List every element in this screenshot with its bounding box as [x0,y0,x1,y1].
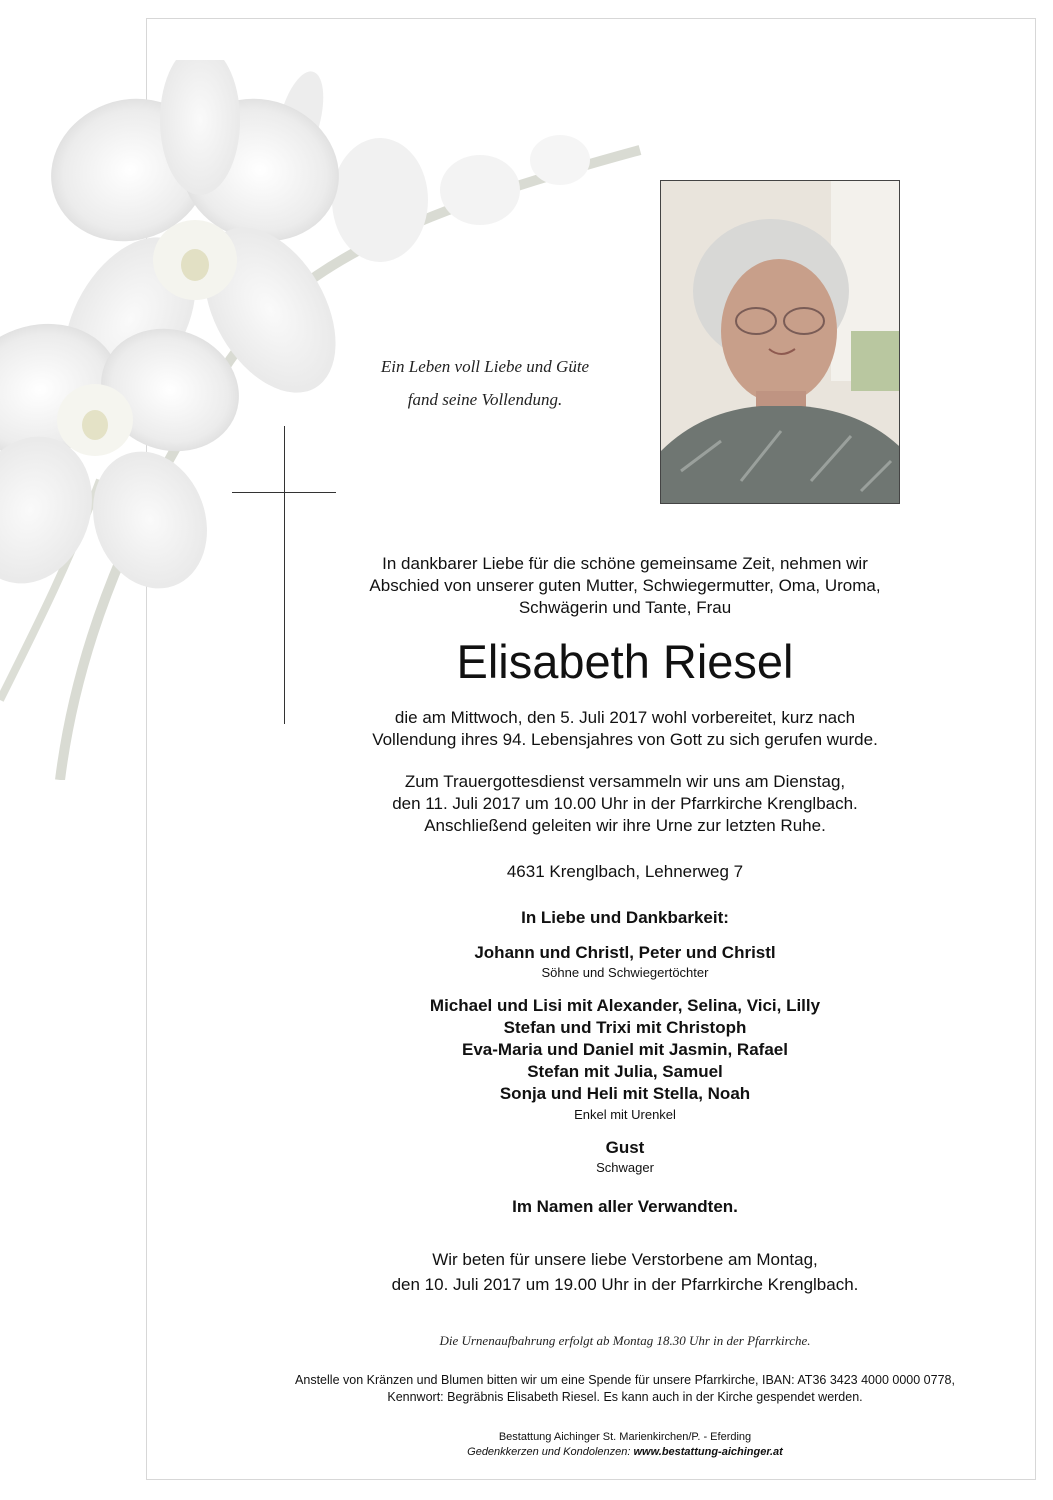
rosary-line: den 10. Juli 2017 um 19.00 Uhr in der Pfarrkirche Krenglbach. [391,1275,859,1294]
donation-line: Anstelle von Kränzen und Blumen bitten wir um eine Spende für unsere Pfarrkirche, IBAN: AT36 3423 4000 0000 0778, [295,1373,955,1387]
closing-line: Im Namen aller Verwandten. [512,1197,738,1216]
cross-bar [232,492,336,493]
intro-text [250,553,1000,619]
service-line: Anschließend geleiten wir ihre Urne zur letzten Ruhe. [424,816,826,835]
quote-line-2: fand seine Vollendung. [407,390,563,409]
death-line: die am Mittwoch, den 5. Juli 2017 wohl vorbereitet, kurz nach [394,708,856,727]
rosary-line: Wir beten für unsere liebe Verstorbene am Montag, [432,1250,818,1269]
portrait-photo [660,180,900,504]
grandchildren-relation: Enkel mit Urenkel [574,1107,676,1122]
grandchildren-line: Sonja und Heli mit Stella, Noah [499,1084,751,1103]
service-line: Zum Trauergottesdienst versammeln wir uns am Dienstag, [404,772,846,791]
funeral-service [250,771,1000,837]
urn-note: Die Urnenaufbahrung erfolgt ab Montag 18.30 Uhr in der Pfarrkirche. [439,1333,811,1348]
intro-line: Schwägerin und Tante, Frau [518,598,732,617]
address: 4631 Krenglbach, Lehnerweg 7 [506,862,744,881]
grandchildren-line: Michael und Lisi mit Alexander, Selina, Vici, Lilly [429,996,821,1015]
condolence-line [250,1445,1000,1460]
children-names: Johann und Christl, Peter und Christl [474,943,776,962]
donation-line: Kennwort: Begräbnis Elisabeth Riesel. Es kann auch in der Kirche gespendet werden. [387,1390,863,1404]
donation-note [230,1372,1020,1406]
brother-in-law-relation: Schwager [596,1160,654,1175]
rosary-notice [250,1247,1000,1297]
intro-line: In dankbarer Liebe für die schöne gemeinsame Zeit, nehmen wir [382,554,868,573]
memorial-quote [330,350,640,416]
grandchildren-line: Stefan mit Julia, Samuel [527,1062,723,1081]
mourners-heading: In Liebe und Dankbarkeit: [521,908,729,927]
grandchildren-line: Eva-Maria und Daniel mit Jasmin, Rafael [462,1040,788,1059]
children-relation: Söhne und Schwiegertöchter [541,965,709,980]
death-notice [250,707,1000,751]
condolence-label: Gedenkkerzen und Kondolenzen: [467,1446,631,1458]
service-line: den 11. Juli 2017 um 10.00 Uhr in der Pfarrkirche Krenglbach. [392,794,858,813]
death-line: Vollendung ihres 94. Lebensjahres von Gott zu sich gerufen wurde. [372,730,878,749]
brother-in-law-name: Gust [605,1138,645,1157]
deceased-name: Elisabeth Riesel [456,635,794,688]
undertaker-name: Bestattung Aichinger St. Marienkirchen/P. - Eferding [498,1431,752,1443]
quote-line-1: Ein Leben voll Liebe und Güte [380,357,590,376]
intro-line: Abschied von unserer guten Mutter, Schwiegermutter, Oma, Uroma, [369,576,881,595]
website-link[interactable]: www.bestattung-aichinger.at [633,1446,783,1458]
grandchildren-names [250,995,1000,1105]
grandchildren-line: Stefan und Trixi mit Christoph [503,1018,747,1037]
